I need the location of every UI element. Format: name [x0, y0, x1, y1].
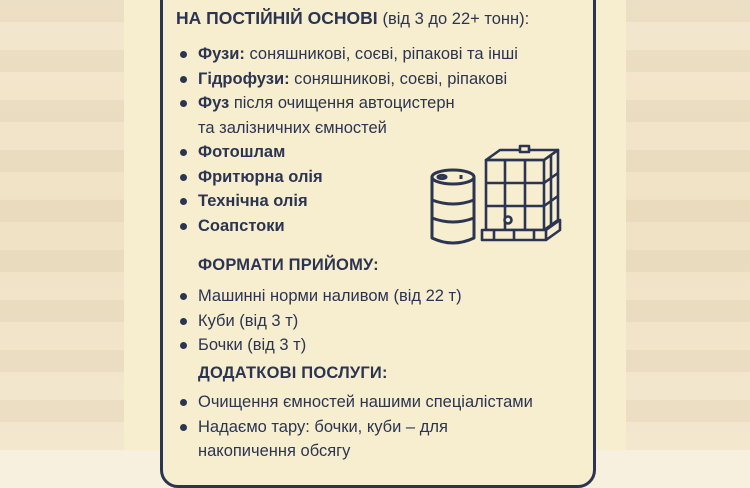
title-subtitle: (від 3 до 22+ тонн): [382, 10, 530, 28]
info-card [124, 0, 626, 460]
background-left [0, 0, 128, 450]
item-bold: Фотошлам [198, 143, 286, 161]
list-item: Куби (від 3 т) [176, 309, 462, 334]
list-item [176, 91, 518, 140]
item-text: після очищення автоцистерн [229, 94, 455, 112]
item-text: Надаємо тару: бочки, куби – для [198, 417, 448, 436]
list-item [176, 67, 518, 92]
background-right [622, 0, 750, 450]
item-bold: Технічна олія [198, 192, 308, 210]
item-continuation: та залізничних ємностей [198, 118, 387, 137]
services-list [176, 390, 533, 464]
item-bold: Соапстоки [198, 216, 285, 235]
list-item: Машинні норми наливом (від 22 т) [176, 284, 462, 309]
item-text: соняшникові, соєві, ріпакові та інші [244, 45, 518, 63]
item-bold: Гідрофузи: [198, 69, 290, 88]
ibc-tank-icon [482, 146, 560, 240]
containers-illustration [428, 140, 578, 250]
item-bold: Фузи: [198, 45, 245, 63]
list-item [176, 390, 533, 415]
list-item [176, 42, 518, 67]
item-text: соняшникові, соєві, ріпакові [289, 69, 508, 88]
list-item: Бочки (від 3 т) [176, 333, 462, 358]
page-title [176, 8, 616, 29]
item-bold: Фуз [198, 94, 230, 112]
item-bold: Фритюрна олія [198, 167, 323, 186]
services-heading: ДОДАТКОВІ ПОСЛУГИ: [198, 364, 388, 382]
formats-list [176, 284, 462, 358]
list-item [176, 415, 533, 464]
item-continuation: накопичення обсягу [198, 442, 351, 460]
barrel-icon [432, 170, 474, 243]
formats-heading: ФОРМАТИ ПРИЙОМУ: [198, 256, 379, 274]
title-main: НА ПОСТІЙНІЙ ОСНОВІ [176, 8, 378, 28]
item-text: Очищення ємностей нашими спеціалістами [198, 393, 533, 411]
